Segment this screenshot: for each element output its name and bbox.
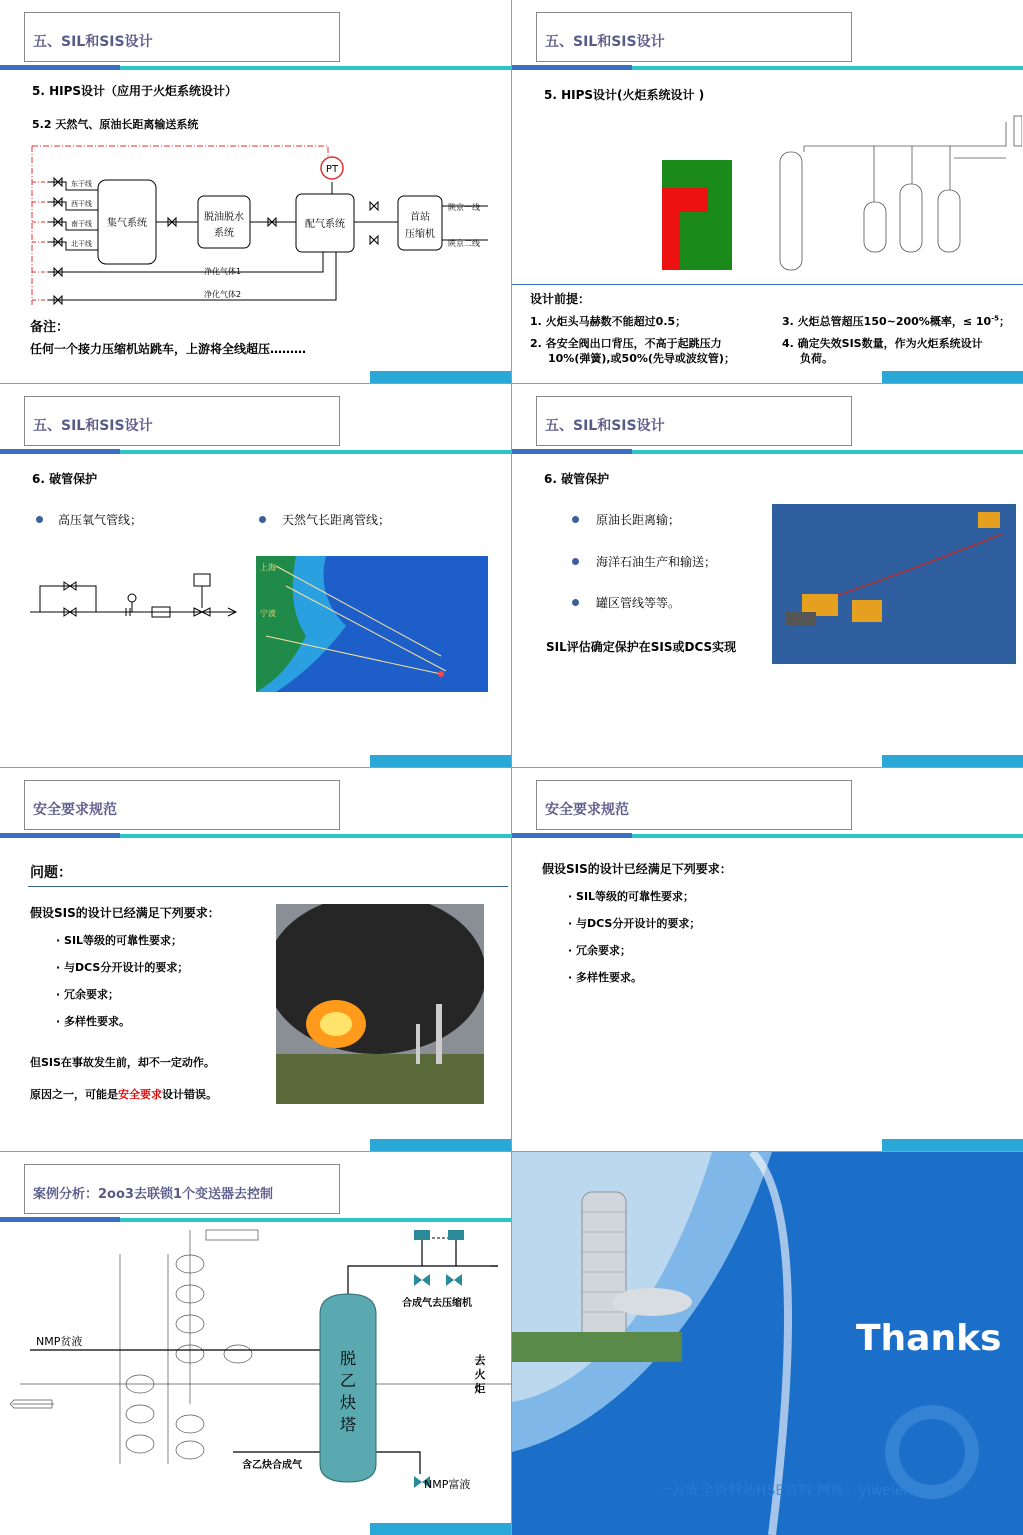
flare-char: 去 — [474, 1354, 486, 1367]
slide-title: 五、SIL和SIS设计 — [545, 418, 665, 434]
accent-bar-teal — [120, 66, 511, 70]
oxygen-pipe-diagram — [30, 570, 240, 630]
slide-title: 安全要求规范 — [33, 802, 117, 818]
accent-bar-teal — [120, 1218, 511, 1222]
box-compressor-b: 压缩机 — [405, 229, 435, 240]
intro-text: 假设SIS的设计已经满足下列要求： — [30, 906, 220, 920]
slide-title: 安全要求规范 — [545, 802, 629, 818]
note-label: 备注： — [30, 320, 70, 335]
list-item: · 与DCS分开设计的要求； — [568, 917, 701, 930]
footer-bar — [370, 1139, 511, 1151]
accent-bar-blue — [0, 1217, 120, 1222]
inlet-label: 北干线 — [71, 240, 92, 248]
acetylene-label: 含乙炔合成气 — [242, 1460, 302, 1471]
list-item: · 冗余要求； — [56, 988, 120, 1001]
explanation-line-2 — [30, 1086, 217, 1102]
explanation-a: 原因之一，可能是 — [30, 1088, 118, 1101]
accent-bar-blue — [0, 449, 120, 454]
title-box — [536, 396, 852, 446]
bullet-text: 原油长距离输； — [596, 513, 681, 527]
footer-bar — [370, 371, 511, 383]
slide-hips-flare — [512, 0, 1023, 383]
tower-char: 炔 — [339, 1393, 357, 1412]
slide-safety-requirements-1 — [0, 768, 511, 1151]
tower-char: 乙 — [339, 1371, 357, 1390]
accent-bar-blue — [512, 65, 632, 70]
title-box — [24, 396, 340, 446]
map-label-shanghai: 上海 — [260, 563, 276, 572]
slide-title: 五、SIL和SIS设计 — [33, 34, 153, 50]
tower-char: 塔 — [339, 1415, 357, 1434]
watermark-text: 一万安全资料站HSE资料 网址：yiweiehs.cn — [658, 1483, 941, 1499]
title-box — [536, 12, 852, 62]
flare-vessel-diagram — [774, 112, 1022, 272]
list-item-text: 冗余要求； — [576, 944, 632, 957]
box-compressor-a: 首站 — [410, 212, 430, 223]
explanation-b: 设计错误。 — [162, 1088, 217, 1101]
outlet-label: 陕京一线 — [448, 203, 480, 212]
accent-bar-teal — [120, 450, 511, 454]
outlet-label: 陕京二线 — [448, 239, 480, 248]
bullet-text: 海洋石油生产和输送； — [596, 555, 717, 569]
slide-title: 五、SIL和SIS设计 — [545, 34, 665, 50]
list-item: · SIL等级的可靠性要求； — [56, 934, 183, 947]
accent-bar-teal — [632, 450, 1023, 454]
list-item-text: 与DCS分开设计的要求； — [576, 917, 701, 930]
premise-item: 1. 火炬头马赫数不能超过0.5； — [530, 315, 687, 328]
divider — [28, 886, 508, 887]
box-dehydration-a: 脱油脱水 — [204, 212, 244, 223]
pipeline-diagram — [28, 140, 498, 310]
thanks-text: Thanks — [856, 1318, 1002, 1359]
accent-bar-blue — [512, 833, 632, 838]
accent-bar-blue — [0, 833, 120, 838]
slide-thanks — [512, 1152, 1023, 1535]
slide-heading: 5. HIPS设计(火炬系统设计 ) — [544, 88, 705, 102]
premise-item-3-exponent: -5 — [991, 314, 999, 323]
gas-pipeline-map — [256, 556, 488, 692]
list-item-text: 冗余要求； — [64, 988, 120, 1001]
bullet-text: 天然气长距离管线； — [282, 513, 391, 527]
slide-heading: 5. HIPS设计（应用于火炬系统设计） — [32, 84, 238, 98]
flare-char: 炬 — [474, 1382, 486, 1395]
inlet-label: 南干线 — [71, 220, 92, 228]
title-box — [24, 1164, 340, 1214]
flare-char: 火 — [474, 1368, 486, 1381]
footer-bar — [882, 1139, 1023, 1151]
accent-bar-blue — [0, 65, 120, 70]
bullet-dot — [259, 516, 266, 523]
slide-pipe-protection-1 — [0, 384, 511, 767]
sil-eval-text: SIL评估确定保护在SIS或DCS实现 — [546, 640, 737, 654]
horizontal-divider — [0, 383, 1023, 384]
title-box — [24, 780, 340, 830]
bullet-text: 罐区管线等等。 — [596, 596, 681, 610]
divider — [512, 284, 1023, 285]
list-item: · 冗余要求； — [568, 944, 632, 957]
footer-bar — [370, 1523, 511, 1535]
premise-item-3-text: 3. 火炬总管超压150~200%概率，≤ 10 — [782, 315, 992, 328]
list-item-text: 多样性要求。 — [64, 1015, 131, 1028]
slide-heading: 6. 破管保护 — [544, 472, 610, 486]
map-label-ningbo: 宁波 — [260, 609, 276, 618]
explanation-line: 但SIS在事故发生前，却不一定动作。 — [30, 1056, 215, 1069]
footer-bar — [882, 371, 1023, 383]
horizontal-divider — [0, 1151, 1023, 1152]
list-item-text: SIL等级的可靠性要求； — [576, 890, 695, 903]
process-flow-diagram — [0, 1224, 511, 1535]
box-distribution: 配气系统 — [305, 219, 345, 230]
question-label: 问题： — [30, 865, 72, 881]
nmp-rich-label: NMP富液 — [424, 1478, 471, 1491]
fire-accident-image — [276, 904, 484, 1104]
compressor-label: 合成气去压缩机 — [402, 1298, 472, 1309]
accent-bar-teal — [632, 66, 1023, 70]
slide-title: 案例分析：2oo3去联锁1个变送器去控制 — [33, 1187, 273, 1202]
list-item: · 与DCS分开设计的要求； — [56, 961, 189, 974]
bullet-dot — [572, 558, 579, 565]
gas-label: 净化气体2 — [204, 290, 242, 299]
list-item-text: 多样性要求。 — [576, 971, 643, 984]
pt-label: PT — [325, 164, 339, 175]
slide-heading: 6. 破管保护 — [32, 472, 98, 486]
accent-bar-teal — [120, 834, 511, 838]
list-item: · 多样性要求。 — [568, 971, 643, 984]
explanation-red: 安全要求 — [118, 1088, 162, 1101]
note-text: 任何一个接力压缩机站跳车，上游将全线超压……… — [30, 342, 307, 356]
title-box — [536, 780, 852, 830]
premise-label: 设计前提： — [530, 292, 591, 306]
title-box — [24, 12, 340, 62]
slide-safety-requirements-2 — [512, 768, 1023, 1151]
premise-item: 2. 各安全阀出口背压，不高于起跳压力 — [530, 337, 722, 350]
list-item-text: 与DCS分开设计的要求； — [64, 961, 189, 974]
box-dehydration-b: 系统 — [214, 228, 234, 239]
premise-item: 负荷。 — [800, 352, 833, 365]
bullet-dot — [36, 516, 43, 523]
list-item-text: SIL等级的可靠性要求； — [64, 934, 183, 947]
footer-bar — [882, 755, 1023, 767]
box-gathering: 集气系统 — [107, 218, 147, 229]
premise-item: 4. 确定失效SIS数量，作为火炬系统设计 — [782, 337, 983, 350]
inlet-label: 西干线 — [71, 200, 92, 208]
accent-bar-teal — [632, 834, 1023, 838]
slide-case-analysis — [0, 1152, 511, 1535]
gas-label: 净化气体1 — [204, 267, 242, 276]
list-item: · 多样性要求。 — [56, 1015, 131, 1028]
nmp-poor-label: NMP贫液 — [36, 1335, 83, 1348]
slide-subheading: 5.2 天然气、原油长距离输送系统 — [32, 118, 199, 131]
slide-pipe-protection-2 — [512, 384, 1023, 767]
bullet-dot — [572, 599, 579, 606]
premise-item: 10%(弹簧),或50%(先导或波纹管)； — [548, 352, 735, 365]
offshore-platform-image — [772, 504, 1016, 664]
list-item: · SIL等级的可靠性要求； — [568, 890, 695, 903]
intro-text: 假设SIS的设计已经满足下列要求： — [542, 862, 732, 876]
footer-bar — [370, 755, 511, 767]
premise-item-3-end: ； — [998, 315, 1010, 328]
accent-bar-blue — [512, 449, 632, 454]
slide-hips-pipeline — [0, 0, 511, 383]
tower-char: 脱 — [339, 1349, 357, 1368]
horizontal-divider — [0, 767, 1023, 768]
slide-title: 五、SIL和SIS设计 — [33, 418, 153, 434]
bullet-dot — [572, 516, 579, 523]
color-block-image — [662, 160, 732, 270]
inlet-label: 东干线 — [71, 180, 92, 188]
bullet-text: 高压氧气管线； — [58, 513, 143, 527]
premise-item-3 — [782, 313, 1010, 329]
